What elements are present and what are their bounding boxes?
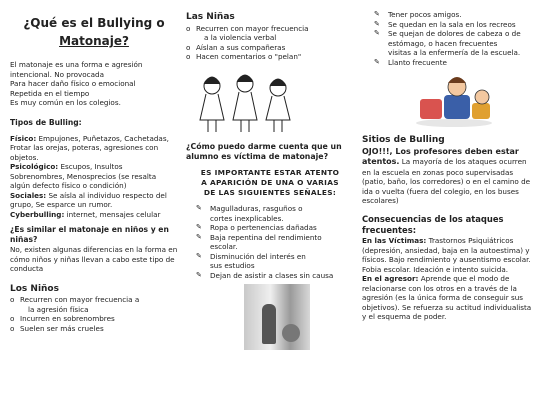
ninos-heading: Los Niños [10, 283, 59, 294]
type-psico [10, 162, 178, 191]
title-line-1: ¿Qué es el Bullying o [23, 16, 165, 30]
list-item: o Incurren en sobrenombres [10, 314, 178, 324]
list-item: escolar. [210, 242, 238, 252]
victimas-label: En las Víctimas: [362, 236, 427, 246]
warning-line-1: ES IMPORTANTE ESTAR ATENTO [200, 168, 340, 178]
list-item: ✎ Dejan de asistir a clases sin causa [196, 271, 354, 281]
list-item: ✎ Se quedan en la sala en los recreos [374, 20, 532, 30]
signs-continued-list [374, 10, 532, 67]
type-psico-label: Psicológico: [10, 162, 59, 172]
list-item: o Aíslan a sus compañeras [186, 43, 354, 53]
list-item: sus estudios [210, 261, 255, 271]
intro-line-4: Es muy común en los colegios. [10, 98, 121, 107]
type-cyber-label: Cyberbulling: [10, 209, 65, 219]
type-social-text: Se aísla al individuo respecto del grupo, Se esparce un rumor. [10, 190, 167, 210]
title-line-2: Matonaje? [59, 34, 129, 48]
ninos-list [10, 295, 178, 333]
type-social-label: Sociales: [10, 190, 47, 200]
warning-line-3: DE LAS SIGUIENTES SEÑALES: [203, 188, 337, 198]
types-heading: Tipos de Bulling: [10, 117, 82, 127]
ojo-text: La mayoría de los ataques ocurren en la escuela en zonas poco supervisadas (patio, baño, los corredores) o en el camino de ida o vuelta (fuera del colegio, en los buses escolares) [362, 157, 531, 206]
type-cyber [10, 210, 178, 220]
list-item: ✎ Llanto frecuente [374, 58, 532, 68]
type-social [10, 191, 178, 210]
list-item: ✎ Disminución del interés en [196, 252, 354, 262]
list-item: ✎ Magulladuras, rasguños o [196, 204, 354, 214]
list-item: a la violencia verbal [204, 33, 277, 43]
consecuencias-heading: Consecuencias de los ataques frecuentes: [362, 213, 504, 236]
intro-line-3: Repetida en el tiempo [10, 88, 90, 98]
list-item: o Suelen ser más crueles [10, 324, 178, 334]
signs-list [196, 204, 354, 280]
list-item: o Recurren con mayor frecuencia a [10, 295, 178, 305]
question-similar-answer: No, existen algunas diferencias en la forma en cómo niños y niñas llevan a cabo este tipo de conducta [10, 245, 178, 274]
victimas-paragraph [362, 236, 532, 274]
list-item: estómago, o hacen frecuentes [388, 38, 498, 48]
question-similar: ¿Es similar el matonaje en niños y en niñas? [10, 225, 169, 245]
list-item: ✎ Se quejan de dolores de cabeza o de [374, 29, 532, 39]
list-item: o Hacen comentarios o "pelan" [186, 52, 354, 62]
ninas-list [186, 24, 354, 62]
type-cyber-text: internet, mensajes celular [66, 209, 161, 219]
victimas-text: Trastornos Psiquiátricos (depresión, ansiedad, baja en la autoestima) y físicos. Bajo rendimiento y ausentismo escolar. Fobia escolar. Ideación e intento suicida. [362, 236, 531, 274]
crying-child-illustration [410, 69, 500, 129]
main-title [10, 14, 178, 50]
type-fisico-text: Empujones, Puñetazos, Cachetadas, Frotar las orejas, poteras, agresiones con objetos. [10, 133, 169, 162]
type-psico-text: Escupos, Insultos Sobrenombres, Menosprecios (se resalta algún defecto físico o condición) [10, 162, 157, 191]
sitios-heading: Sitios de Bulling [362, 135, 445, 145]
column-1 [10, 0, 178, 333]
ojo-paragraph [362, 147, 532, 206]
warning-box [186, 168, 354, 198]
list-item: ✎ Ropa o pertenencias dañadas [196, 223, 354, 233]
agresor-paragraph [362, 274, 532, 322]
column-2 [186, 0, 354, 350]
list-item: la agresión física [28, 304, 89, 314]
type-fisico-label: Físico: [10, 133, 37, 143]
type-fisico [10, 134, 178, 163]
list-item: visitas a la enfermería de la escuela. [388, 48, 521, 57]
warning-line-2: A APARICIÓN DE UNA O VARIAS [201, 178, 339, 188]
list-item: ✎ Baja repentina del rendimiento [196, 233, 354, 243]
hallway-photo [244, 284, 310, 350]
list-item: cortes inexplicables. [210, 213, 284, 223]
question-cuenta: ¿Cómo puedo darme cuenta que un alumno es víctima de matonaje? [186, 141, 342, 162]
girls-illustration [190, 66, 300, 136]
ojo-bold: OJO!!!, Los profesores deben estar atentos. [362, 146, 519, 167]
intro-line-2: Para hacer daño físico o emocional [10, 79, 136, 88]
ninas-heading: Las Niñas [186, 12, 235, 22]
agresor-text: Aprende que el modo de relacionarse con los otros en a través de la agresión (es la única forma de conseguir sus objetivos). Se refuerza su actitud individualista y el esquema de poder. [362, 274, 532, 322]
intro-line-1: El matonaje es una forma e agresión intencional. No provocada [10, 60, 143, 79]
agresor-label: En el agresor: [362, 274, 419, 284]
list-item: o Recurren con mayor frecuencia [186, 24, 354, 34]
list-item: ✎ Tener pocos amigos. [374, 10, 532, 20]
column-3 [362, 0, 532, 322]
